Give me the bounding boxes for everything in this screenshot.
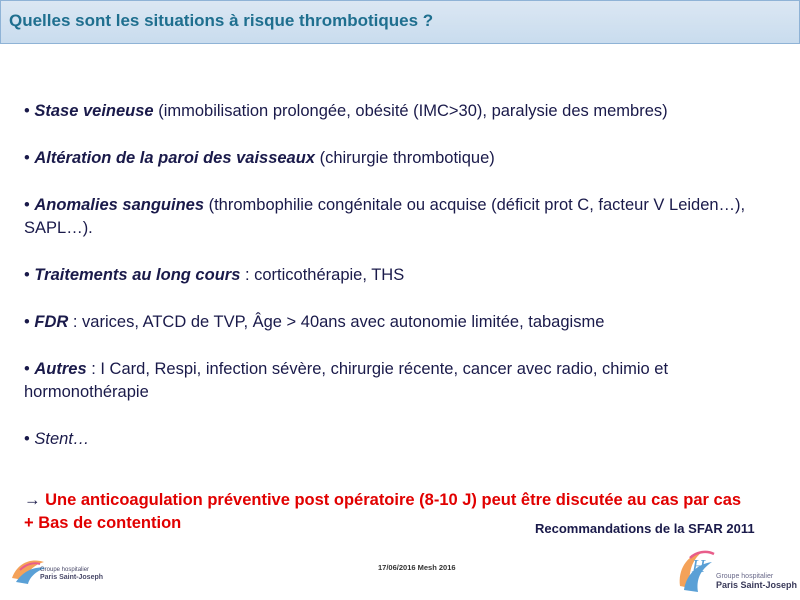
item-lead: Stent… [34,430,90,448]
item-text: (thrombophilie congénitale ou acquise (déficit prot C, facteur V Leiden…), SAPL…). [24,196,746,237]
list-item-paroi [24,147,754,170]
bullet: • [24,313,30,331]
conclusion-body: Une anticoagulation préventive post opératoire (8-10 J) peut être discutée au cas par cas + Bas de contention [24,491,742,532]
title-bar [0,0,800,44]
item-lead: Stase veineuse [34,102,154,120]
item-text: : corticothérapie, THS [240,266,405,284]
list-item-anomalies [24,194,754,240]
list-item-traitements [24,264,754,287]
footer-date: 17/06/2016 Mesh 2016 [378,563,456,572]
logo-right-text [716,572,797,590]
bullet: • [24,430,30,448]
item-lead: Altération de la paroi des vaisseaux [34,149,315,167]
svg-text:H: H [692,556,705,576]
item-lead: Traitements au long cours [34,266,241,284]
logo-left-text [40,566,103,582]
list-item-stent [24,428,754,451]
logo-right-line2: Paris Saint-Joseph [716,580,798,590]
bullet-list [24,100,754,475]
logo-left-line2: Paris Saint-Joseph [40,574,104,581]
bullet: • [24,149,30,167]
item-text: : varices, ATCD de TVP, Âge > 40ans avec autonomie limitée, tabagisme [68,313,605,331]
logo-right-line1: Groupe hospitalier [716,573,774,580]
slide-title: Quelles sont les situations à risque thrombotiques ? [9,11,434,30]
item-lead: FDR [34,313,69,331]
logo-left-line1: Groupe hospitalier [40,567,90,573]
list-item-stase [24,100,754,123]
item-text: : I Card, Respi, infection sévère, chirurgie récente, cancer avec radio, chimio et hormonothérapie [24,360,669,401]
list-item-autres [24,358,754,404]
item-text: (chirurgie thrombotique) [315,149,495,167]
bullet: • [24,102,30,120]
bullet: • [24,266,30,284]
item-lead: Anomalies sanguines [34,196,205,214]
list-item-fdr [24,311,754,334]
item-lead: Autres [34,360,87,378]
arrow-right-icon: → [24,491,41,509]
item-text: (immobilisation prolongée, obésité (IMC>30), paralysie des membres) [153,102,668,120]
recommendation-source: Recommandations de la SFAR 2011 [535,521,755,536]
hospital-logo-right-icon [676,546,716,592]
bullet: • [24,360,30,378]
bullet: • [24,196,30,214]
